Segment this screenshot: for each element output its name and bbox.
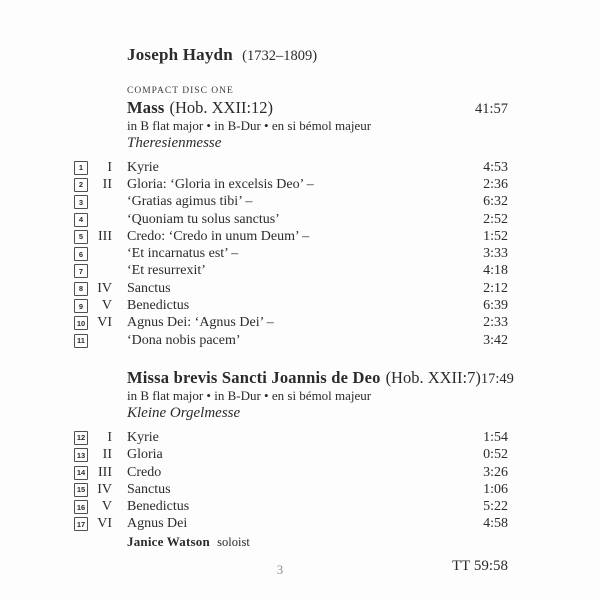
work1-duration: 41:57 <box>474 101 508 117</box>
track-title: Agnus Dei: ‘Agnus Dei’ – <box>127 315 274 331</box>
track-number-box: 7 <box>74 264 88 278</box>
track-number-box: 10 <box>74 316 88 330</box>
track-row <box>62 228 508 245</box>
track-movement: IV <box>97 280 112 296</box>
track-movement: III <box>98 464 112 480</box>
track-time: 6:32 <box>483 194 508 210</box>
track-row <box>62 516 508 533</box>
page-content <box>62 40 514 575</box>
track-title: Benedictus <box>127 298 190 314</box>
track-row <box>62 297 508 314</box>
track-title: Kyrie <box>127 159 159 175</box>
track-number-box: 11 <box>74 334 88 348</box>
composer-dates: (1732–1809) <box>242 48 318 64</box>
disc-label: COMPACT DISC ONE <box>127 86 234 96</box>
track-title: Sanctus <box>127 481 171 497</box>
track-movement: II <box>102 176 112 192</box>
track-movement: I <box>107 429 112 445</box>
track-time: 4:18 <box>483 263 508 279</box>
track-row <box>62 211 508 228</box>
total-time: TT 59:58 <box>452 558 508 575</box>
work1-nickname: Theresienmesse <box>127 135 222 151</box>
track-number-box: 5 <box>74 230 88 244</box>
work1-title: Mass <box>127 98 165 117</box>
track-row <box>62 176 508 193</box>
work1-title-line <box>127 99 273 117</box>
track-row <box>62 194 508 211</box>
track-number-box: 17 <box>74 517 88 531</box>
track-row <box>62 263 508 280</box>
track-number-box: 1 <box>74 161 88 175</box>
track-number-box: 8 <box>74 282 88 296</box>
composer-heading <box>127 44 508 67</box>
work1-key-line: in B flat major • in B-Dur • en si bémol majeur <box>127 118 372 133</box>
work2-nickname: Kleine Orgelmesse <box>127 405 241 422</box>
page-number: 3 <box>276 563 284 577</box>
track-title: Benedictus <box>127 499 190 515</box>
track-time: 3:42 <box>483 332 508 348</box>
track-title: ‘Dona nobis pacem’ <box>127 332 241 348</box>
track-movement: II <box>102 447 112 463</box>
track-time: 2:33 <box>483 315 508 331</box>
track-movement: III <box>98 228 112 244</box>
work2-heading <box>127 368 514 388</box>
track-movement: V <box>101 499 112 515</box>
track-row <box>62 464 508 481</box>
track-movement: VI <box>97 315 112 331</box>
track-row <box>62 429 508 446</box>
work2-title-line <box>127 369 481 387</box>
work2-tracklist <box>62 429 508 533</box>
track-number-box: 16 <box>74 500 88 514</box>
track-time: 2:52 <box>483 211 508 227</box>
track-time: 3:33 <box>483 246 508 262</box>
track-title: Credo: ‘Credo in unum Deum’ – <box>127 228 310 244</box>
track-number-box: 14 <box>74 466 88 480</box>
track-time: 1:54 <box>483 429 508 445</box>
soloist-name: Janice Watson <box>127 534 210 550</box>
track-movement: I <box>107 159 112 175</box>
track-number-box: 4 <box>74 213 88 227</box>
soloist-role: soloist <box>217 535 250 550</box>
track-title: Credo <box>127 464 162 480</box>
track-number-box: 13 <box>74 448 88 462</box>
track-number-box: 3 <box>74 195 88 209</box>
composer-name: Joseph Haydn <box>127 45 233 64</box>
track-time: 3:26 <box>483 464 508 480</box>
track-title: Gloria <box>127 447 163 463</box>
work2-duration: 17:49 <box>480 371 514 388</box>
track-row <box>62 498 508 515</box>
work2-catalog: (Hob. XXII:7) <box>385 368 481 388</box>
work1-tracklist <box>62 159 508 349</box>
track-title: ‘Gratias agimus tibi’ – <box>127 194 253 210</box>
track-row <box>62 481 508 498</box>
track-movement: IV <box>97 481 112 497</box>
track-movement: V <box>101 298 112 314</box>
track-row <box>62 280 508 297</box>
work2-title: Missa brevis Sancti Joannis de Deo <box>127 368 381 388</box>
track-time: 2:36 <box>483 176 508 192</box>
track-number-box: 9 <box>74 299 88 313</box>
soloist-credit <box>127 534 508 550</box>
track-time: 5:22 <box>483 499 508 515</box>
track-title: ‘Et incarnatus est’ – <box>127 246 239 262</box>
track-title: ‘Quoniam tu solus sanctus’ <box>127 211 280 227</box>
track-time: 4:58 <box>483 516 508 532</box>
track-title: Kyrie <box>127 429 159 445</box>
track-time: 1:52 <box>483 228 508 244</box>
track-number-box: 15 <box>74 483 88 497</box>
track-number-box: 12 <box>74 431 88 445</box>
track-title: ‘Et resurrexit’ <box>127 263 206 279</box>
track-row <box>62 332 508 349</box>
track-movement: VI <box>97 516 112 532</box>
track-time: 2:12 <box>483 280 508 296</box>
track-time: 0:52 <box>483 447 508 463</box>
work1-catalog: (Hob. XXII:12) <box>169 98 274 117</box>
work2-key-line: in B flat major • in B-Dur • en si bémol majeur <box>127 388 372 404</box>
track-row <box>62 245 508 262</box>
track-title: Agnus Dei <box>127 516 188 532</box>
track-time: 1:06 <box>483 481 508 497</box>
track-title: Gloria: ‘Gloria in excelsis Deo’ – <box>127 176 314 192</box>
track-time: 6:39 <box>483 298 508 314</box>
track-row <box>62 159 508 176</box>
track-row <box>62 447 508 464</box>
work1-heading <box>127 99 508 118</box>
track-number-box: 2 <box>74 178 88 192</box>
track-row <box>62 315 508 332</box>
track-title: Sanctus <box>127 280 171 296</box>
track-number-box: 6 <box>74 247 88 261</box>
track-time: 4:53 <box>483 159 508 175</box>
